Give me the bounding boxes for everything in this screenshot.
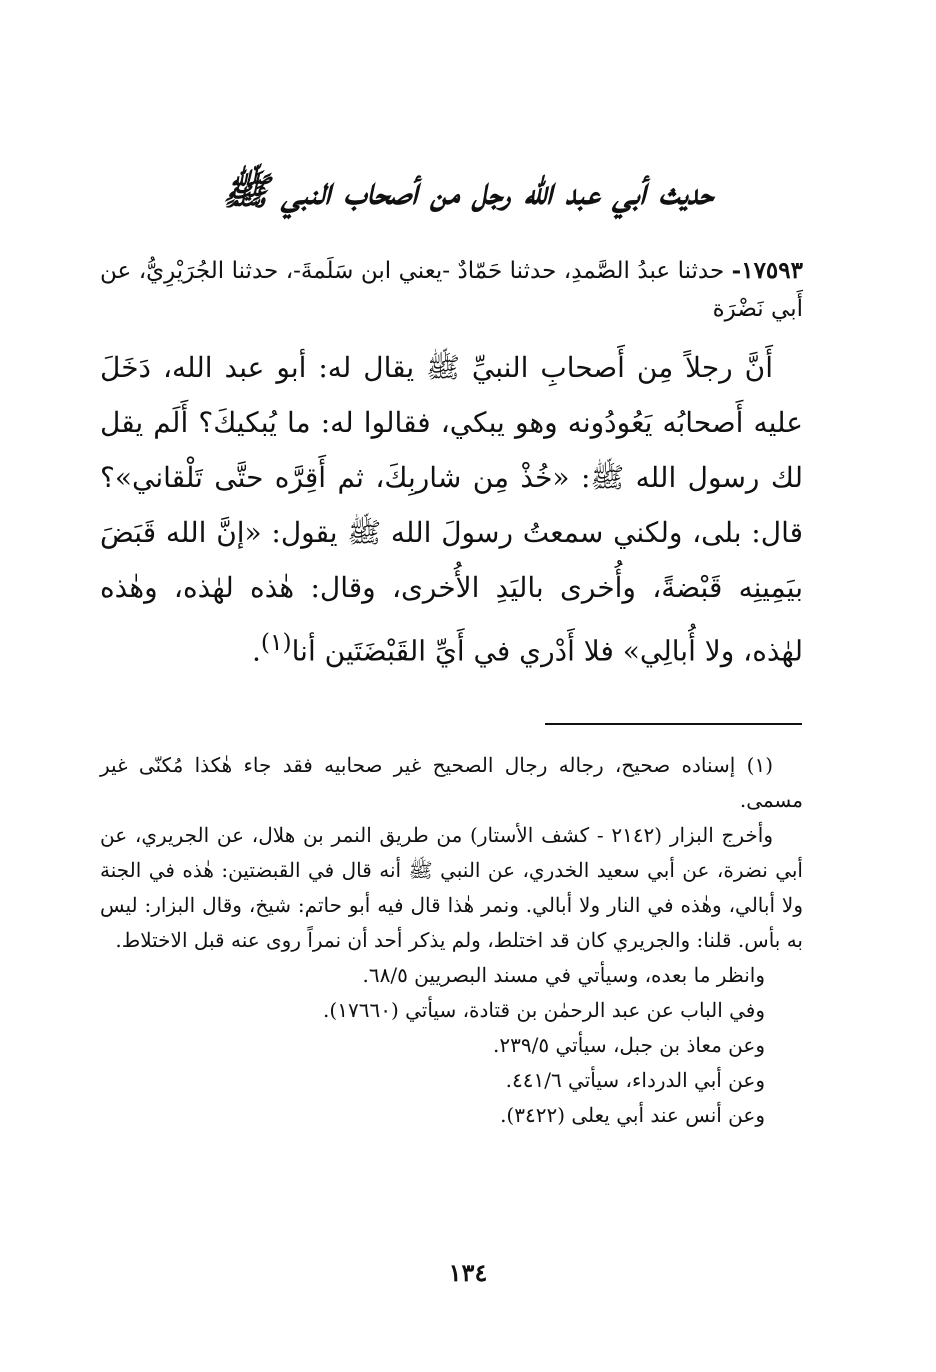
footnote-ref-line: وفي الباب عن عبد الرحمٰن بن قتادة، سيأتي (١٧٦٦٠). (323, 998, 765, 1022)
footnote-1: (١) إسناده صحيح، رجاله رجال الصحيح غير صحابيه فقد جاء هٰكذا مُكنّى غير مسمى. (100, 753, 803, 812)
footnote-ref-line: وعن أبي الدرداء، سيأتي ٤٤١/٦. (505, 1068, 765, 1092)
section-heading: حديث أبي عبد الله رجل من أصحاب النبي ﷺ (222, 168, 714, 213)
hadith-isnad-paragraph (100, 252, 803, 328)
page-number: ١٣٤ (448, 1258, 488, 1287)
hadith-block (100, 252, 803, 678)
footnote-marker: (١) (260, 628, 292, 656)
footnotes-block (100, 748, 803, 1133)
footnote-separator (545, 723, 802, 725)
hadith-text-paragraph (100, 340, 803, 678)
hadith-text: أَنَّ رجلاً مِن أَصحابِ النبيِّ ﷺ يقال له: أبو عبد الله، دَخَلَ عليه أَصحابُه يَعُودُونه وهو يبكي، فقالوا له: ما يُبكيكَ؟ أَلَم يقل لك رسول الله ﷺ: «خُذْ مِن شاربِكَ، ثم أَقِرَّه حتَّى تَلْقاني»؟ قال: بلى، ولكني سمعتُ رسولَ الله ﷺ يقول: «إنَّ الله قَبَضَ بيَمِينِه قَبْضةً، وأُخرى باليَدِ الأُخرى، وقال: هٰذه لهٰذه، وهٰذه لهٰذه، ولا أُبالِي» فلا أَدْري في أَيِّ القَبْضَتَين أنا (100, 351, 803, 668)
hadith-isnad: حدثنا عبدُ الصَّمدِ، حدثنا حَمّادٌ -يعني ابن سَلَمةَ-، حدثنا الجُرَيْرِيُّ، عن أَبي نَضْرَة (100, 258, 803, 322)
hadith-number: ١٧٥٩٣- (731, 257, 803, 284)
footnote-ref-line: وعن معاذ بن جبل، سيأتي ٢٣٩/٥. (493, 1033, 765, 1057)
footnote-bazzar-paragraph: وأخرج البزار (٢١٤٢ - كشف الأستار) من طريق النمر بن هلال، عن الجريري، عن أبي نضرة، عن أبي سعيد الخدري، عن النبي ﷺ أنه قال في القبضتين: هٰذه في الجنة ولا أبالي، وهٰذه في النار ولا أبالي. ونمر هٰذا قال فيه أبو حاتم: شيخ، وقال البزار: ليس به بأس. قلنا: والجريري كان قد اختلط، ولم يذكر أحد أن نمراً روى عنه قبل الاختلاط. (100, 823, 803, 952)
footnote-ref-line: وعن أنس عند أبي يعلى (٣٤٢٢). (500, 1103, 765, 1127)
footnote-ref-line: وانظر ما بعده، وسيأتي في مسند البصريين ٦٨/٥. (362, 963, 765, 987)
hadith-end-mark: . (251, 634, 261, 668)
